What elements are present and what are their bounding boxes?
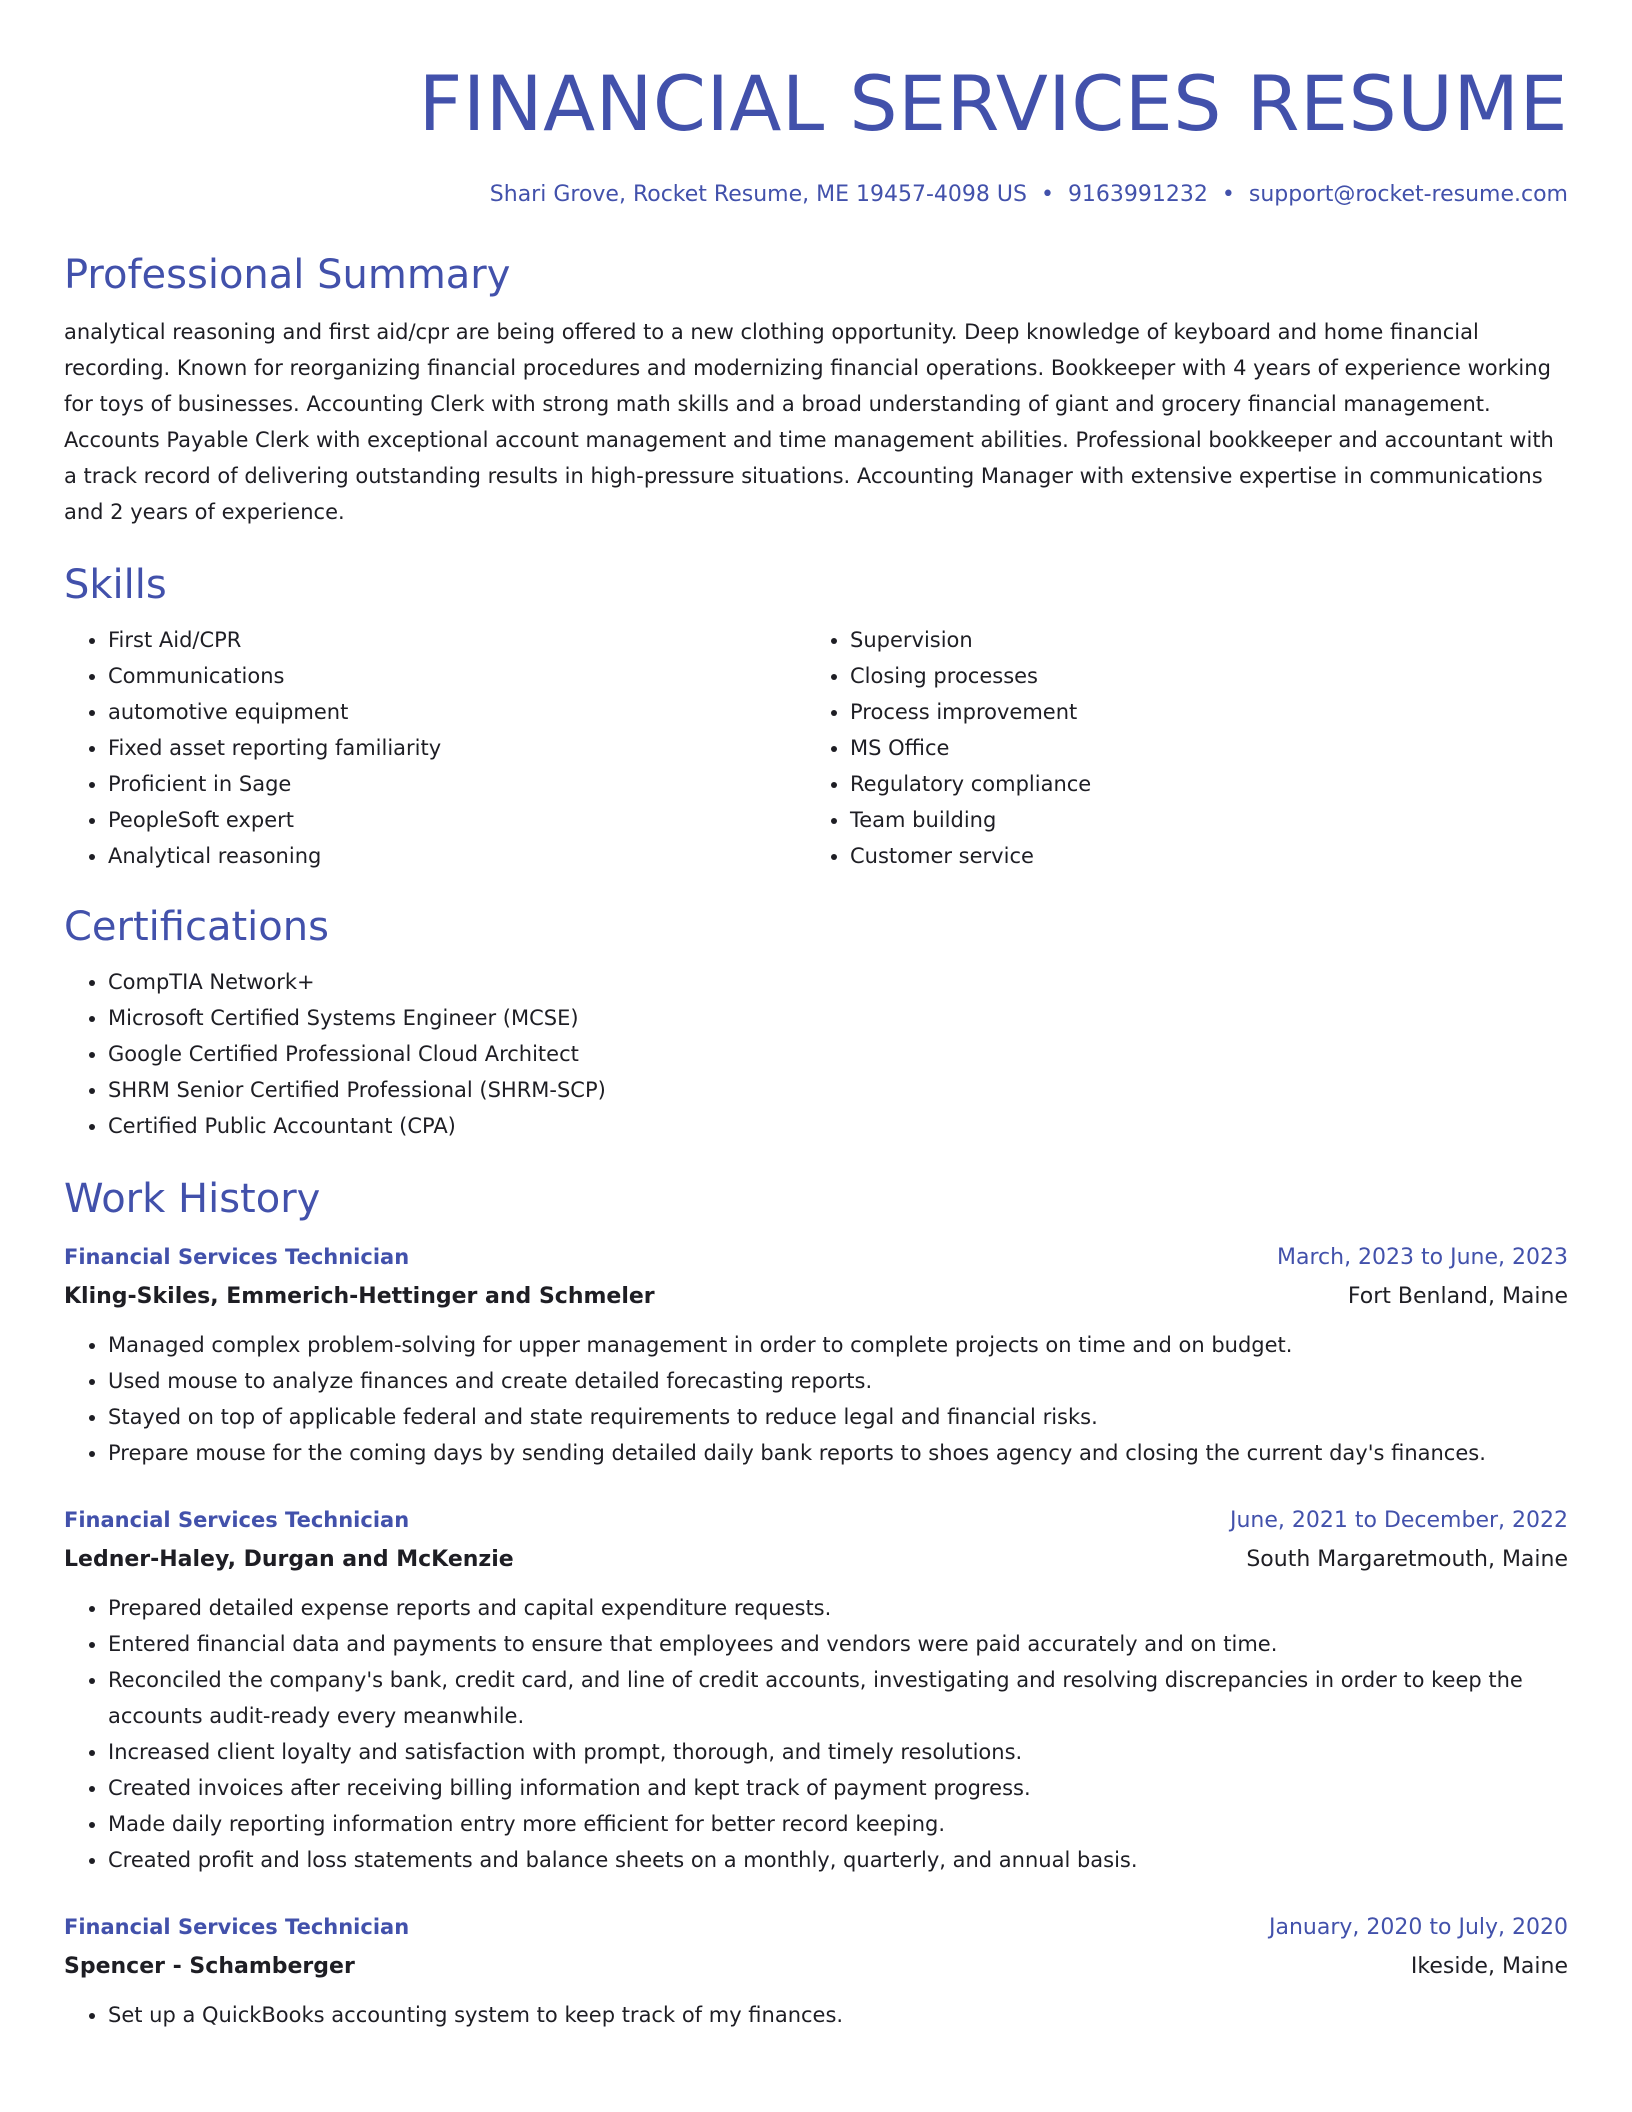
job-company-row [64, 1540, 1568, 1580]
job-title-row [64, 1908, 1568, 1947]
job-company: Ledner-Haley, Durgan and McKenzie [64, 1547, 514, 1572]
skill-item: • Communications [108, 658, 806, 694]
certification-item: • Microsoft Certified Systems Engineer (MCSE) [108, 1000, 1568, 1036]
certifications-heading: Certifications [64, 904, 329, 950]
certification-item: • Certified Public Accountant (CPA) [108, 1108, 1568, 1144]
job-bullet: • Made daily reporting information entry more efficient for better record keeping. [108, 1806, 1568, 1842]
job-bullet: • Created profit and loss statements and balance sheets on a monthly, quarterly, and annual basis. [108, 1842, 1568, 1878]
skills-heading: Skills [64, 562, 167, 608]
job-entry [64, 1501, 1568, 1878]
job-bullet: • Set up a QuickBooks accounting system to keep track of my finances. [108, 1997, 1568, 2033]
job-entry [64, 1238, 1568, 1471]
contact-separator: • [1221, 182, 1235, 207]
job-bullet: • Managed complex problem-solving for upper management in order to complete projects on time and on budget. [108, 1327, 1568, 1363]
resume-page [64, 0, 1568, 2033]
certification-item: • SHRM Senior Certified Professional (SHRM-SCP) [108, 1072, 1568, 1108]
skill-item: • MS Office [850, 730, 1548, 766]
skills-left-column [64, 622, 806, 874]
job-title: Financial Services Technician [64, 1245, 410, 1269]
job-company-row [64, 1947, 1568, 1987]
job-company-row [64, 1277, 1568, 1317]
skill-item: • Customer service [850, 838, 1548, 874]
skill-item: • Analytical reasoning [108, 838, 806, 874]
skill-item: • Supervision [850, 622, 1548, 658]
job-location: South Margaretmouth, Maine [1246, 1547, 1568, 1572]
job-location: Fort Benland, Maine [1347, 1284, 1568, 1309]
skill-item: • First Aid/CPR [108, 622, 806, 658]
skill-item: • automotive equipment [108, 694, 806, 730]
skills-columns [64, 622, 1568, 874]
skill-item: • PeopleSoft expert [108, 802, 806, 838]
skill-item: • Fixed asset reporting familiarity [108, 730, 806, 766]
job-bullet: • Increased client loyalty and satisfaction with prompt, thorough, and timely resolutions. [108, 1734, 1568, 1770]
contact-email: support@rocket-resume.com [1248, 182, 1568, 207]
contact-address: Shari Grove, Rocket Resume, ME 19457-4098 US [489, 182, 1027, 207]
job-bullet: • Stayed on top of applicable federal and state requirements to reduce legal and financial risks. [108, 1399, 1568, 1435]
skill-item: • Proficient in Sage [108, 766, 806, 802]
job-title-row [64, 1501, 1568, 1540]
skills-right-column [806, 622, 1548, 874]
job-location: Ikeside, Maine [1410, 1954, 1568, 1979]
skill-item: • Team building [850, 802, 1548, 838]
contact-separator: • [1040, 182, 1054, 207]
work-history-heading: Work History [64, 1176, 321, 1222]
summary-heading: Professional Summary [64, 252, 511, 298]
certifications-list [64, 964, 1568, 1144]
skills-left-list [64, 622, 806, 874]
job-bullet: • Prepare mouse for the coming days by sending detailed daily bank reports to shoes agency and closing the current day's finances. [108, 1435, 1568, 1471]
job-bullet: • Prepared detailed expense reports and capital expenditure requests. [108, 1590, 1568, 1626]
job-company: Spencer - Schamberger [64, 1954, 355, 1979]
job-bullet: • Created invoices after receiving billing information and kept track of payment progress. [108, 1770, 1568, 1806]
job-bullet: • Entered financial data and payments to ensure that employees and vendors were paid accurately and on time. [108, 1626, 1568, 1662]
skill-item: • Process improvement [850, 694, 1548, 730]
certification-item: • Google Certified Professional Cloud Architect [108, 1036, 1568, 1072]
job-title: Financial Services Technician [64, 1508, 410, 1532]
job-dates: June, 2021 to December, 2022 [1229, 1508, 1568, 1533]
contact-phone: 9163991232 [1067, 182, 1208, 207]
job-entry [64, 1908, 1568, 2033]
contact-line [64, 180, 1568, 210]
job-bullet: • Reconciled the company's bank, credit card, and line of credit accounts, investigating and resolving discrepancies in order to keep the accounts audit-ready every meanwhile. [108, 1662, 1568, 1734]
job-title-row [64, 1238, 1568, 1277]
job-bullets [64, 1997, 1568, 2033]
skill-item: • Closing processes [850, 658, 1548, 694]
certification-item: • CompTIA Network+ [108, 964, 1568, 1000]
skills-right-list [806, 622, 1548, 874]
job-bullets [64, 1327, 1568, 1471]
job-company: Kling-Skiles, Emmerich-Hettinger and Schmeler [64, 1284, 655, 1309]
job-bullet: • Used mouse to analyze finances and create detailed forecasting reports. [108, 1363, 1568, 1399]
skill-item: • Regulatory compliance [850, 766, 1548, 802]
job-bullets [64, 1590, 1568, 1878]
job-title: Financial Services Technician [64, 1915, 410, 1939]
job-dates: March, 2023 to June, 2023 [1277, 1245, 1568, 1270]
resume-title: FINANCIAL SERVICES RESUME [418, 59, 1568, 148]
summary-text: analytical reasoning and first aid/cpr are being offered to a new clothing opportunity. Deep knowledge of keyboard and home financial recording. Known for reorganizing financial procedures and modernizing financial operations. Bookkeeper with 4 years of experience working for toys of businesses. Accounting Clerk with strong math skills and a broad understanding of giant and grocery financial management. Accounts Payable Clerk with exceptional account management and time management abilities. Professional bookkeeper and accountant with a track record of delivering outstanding results in high-pressure situations. Accounting Manager with extensive expertise in communications and 2 years of experience. [64, 320, 1554, 524]
job-dates: January, 2020 to July, 2020 [1269, 1915, 1568, 1940]
